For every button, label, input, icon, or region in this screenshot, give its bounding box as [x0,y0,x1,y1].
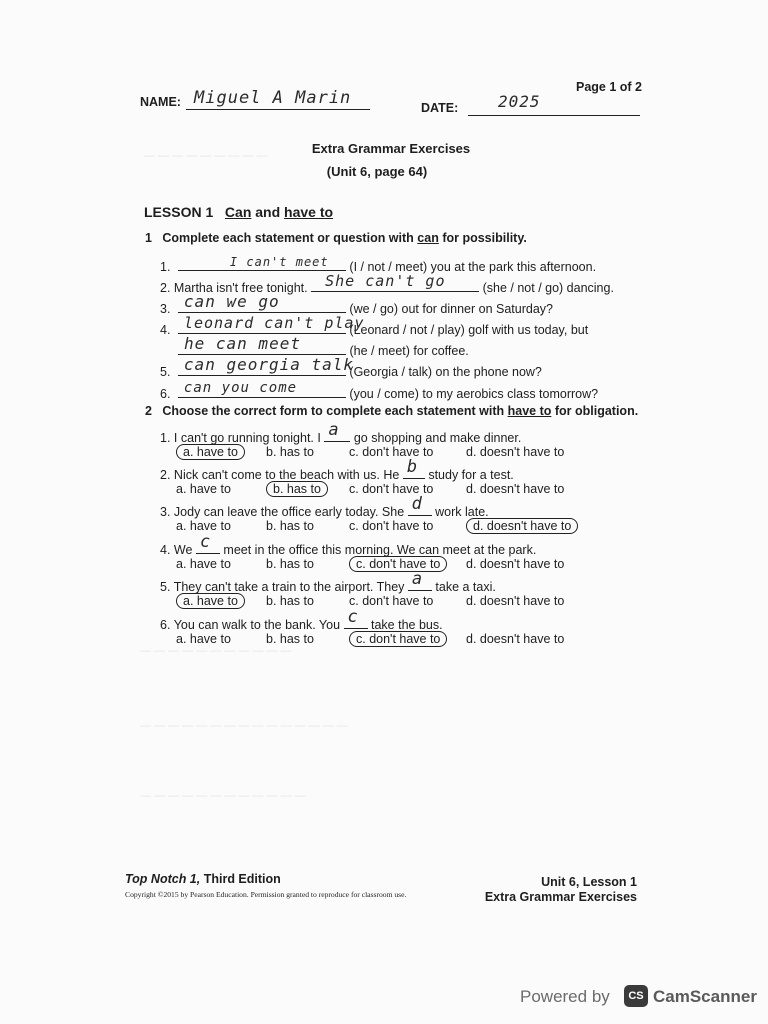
item-text: study for a test. [428,468,514,482]
option-label: d. doesn't have to [466,594,565,608]
option-label: a. have to [176,519,231,533]
option-b [266,557,314,571]
book-edition: Third Edition [203,872,281,886]
ex1-number: 1 [145,231,152,245]
page-number: Page 1 of 2 [576,80,642,94]
option-label: c. don't have to [349,482,434,496]
option-label: d. doesn't have to [466,632,565,646]
option-c [349,594,433,608]
item-number: 6. [160,387,171,401]
item-pre-text: Nick can't come to the beach with us. He [173,468,400,482]
answer-blank [311,272,479,292]
option-label: c. don't have to [349,594,434,608]
item-text: (I / not / meet) you at the park this afternoon. [349,260,597,274]
option-label: a. have to [176,482,231,496]
option-b [266,519,314,533]
item-pre-text: I can't go running tonight. I [173,431,321,445]
handwritten-answer: can you come [183,380,298,396]
answer-blank [403,457,425,479]
bleed-through-text: — — — — — — — — — — — — [140,790,306,802]
circled-option-label: a. have to [176,593,245,609]
page-title: Extra Grammar Exercises [311,141,471,156]
circled-option-label: c. don't have to [349,631,447,647]
handwritten-answer: c [199,532,212,552]
ex2-instruction [145,404,638,418]
handwritten-answer: d [411,494,423,514]
item-pre-text: Martha isn't free tonight. [173,281,308,295]
handwritten-answer: c [347,607,359,627]
item-text: (she / not / go) dancing. [482,281,614,295]
ex2-item-5 [160,569,496,594]
answer-blank [178,314,365,334]
ex1-item-5 [160,355,542,379]
option-label: d. doesn't have to [466,482,565,496]
answer-blank [196,532,220,554]
option-label: c. don't have to [349,519,434,533]
ex1-instruction [145,231,527,245]
camscanner-logo-icon: CS [624,985,648,1007]
item-number: 3. [160,302,171,316]
circled-option-label: b. has to [266,481,328,497]
item-text: go shopping and make dinner. [353,431,522,445]
option-d [466,594,564,608]
unit-label: Unit 6, Lesson 1 [541,875,637,889]
bleed-through-text: — — — — — — — — — [144,150,268,162]
ex2-instr-post: for obligation. [554,404,639,418]
item-number: 3. [160,505,171,519]
option-label: b. has to [266,445,314,459]
lesson-label: LESSON 1 [144,204,214,220]
handwritten-answer: leonard can't play [183,314,365,332]
circled-option-label: a. have to [176,444,245,460]
item-number: 1. [160,431,171,445]
answer-blank [178,334,346,355]
date-value: 2025 [498,92,541,111]
option-label: a. have to [176,557,231,571]
ex2-number: 2 [145,404,152,418]
date-field [468,92,640,116]
option-a [176,557,231,571]
ex2-item-4 [160,532,537,557]
lesson-heading [144,204,333,220]
ex1-instr-key: can [417,231,439,245]
name-value: Miguel A Marin [194,88,352,108]
ex2-item-1 [160,420,522,445]
item-text: (you / come) to my aerobics class tomorrow? [349,387,599,401]
option-a [176,594,245,608]
option-d [466,482,564,496]
item-text: meet in the office this morning. We can meet at the park. [223,543,537,557]
ex2-item-6 [160,607,443,632]
lesson-word-have-to: have to [284,204,334,220]
handwritten-answer: he can meet [184,334,301,353]
option-label: b. has to [266,632,314,646]
option-d [466,557,564,571]
name-field [186,86,370,110]
date-label: DATE: [421,101,459,115]
item-text: take the bus. [371,618,443,632]
item-number: 2. [160,281,171,295]
option-b [266,632,314,646]
circled-option-label: d. doesn't have to [466,518,578,534]
item-text: (Leonard / not / play) golf with us today, but [349,323,589,337]
option-d [466,445,564,459]
answer-blank [408,494,432,516]
answer-blank [344,607,368,629]
item-pre-text: You can walk to the bank. You [173,618,341,632]
ex1-instr-pre: Complete each statement or question with [162,231,414,245]
bleed-through-text: — — — — — — — — — — — [140,645,292,657]
answer-blank [178,292,346,313]
ex1-item-6 [160,380,599,401]
answer-blank [178,380,346,398]
item-number: 5. [160,580,171,594]
item-number: 4. [160,323,171,337]
answer-blank [178,355,355,376]
ex1-instr-post: for possibility. [442,231,527,245]
option-label: d. doesn't have to [466,445,565,459]
item-pre-text: We [173,543,193,557]
page-subtitle: (Unit 6, page 64) [326,164,428,179]
handwritten-answer: a [328,420,340,440]
option-label: b. has to [266,519,314,533]
option-label: b. has to [266,594,314,608]
option-a [176,632,231,646]
camscanner-brand: CamScanner [653,987,757,1006]
option-b [266,482,328,496]
ex2-instr-key: have to [507,404,552,418]
book-name: Top Notch 1, [125,872,201,886]
option-a [176,445,245,459]
handwritten-answer: b [406,457,419,477]
item-number: 5. [160,365,171,379]
item-number: 1. [160,260,171,274]
section-label: Extra Grammar Exercises [484,890,637,904]
handwritten-answer: She can't go [325,272,446,290]
ex2-item-2 [160,457,514,482]
option-label: b. has to [266,557,314,571]
option-label: c. don't have to [349,445,434,459]
item-text: (we / go) out for dinner on Saturday? [349,302,553,316]
option-b [266,445,314,459]
handwritten-answer: I can't meet [229,255,329,269]
item-pre-text: Jody can leave the office early today. She [173,505,405,519]
item-text: take a taxi. [435,580,496,594]
item-text: (he / meet) for coffee. [349,344,469,358]
handwritten-answer: can we go [183,292,280,311]
copyright-text: Copyright ©2015 by Pearson Education. Permission granted to reproduce for classroom use. [125,890,407,899]
answer-blank [178,256,346,271]
item-pre-text: They can't take a train to the airport. They [173,580,405,594]
circled-option-label: c. don't have to [349,556,447,572]
option-b [266,594,314,608]
item-number: 4. [160,543,171,557]
option-d [466,519,578,533]
ex2-item-3 [160,494,489,519]
option-label: a. have to [176,632,231,646]
option-c [349,445,433,459]
bleed-through-text: — — — — — — — — — — — — — — — [140,720,348,732]
ex2-instr-pre: Choose the correct form to complete each statement with [162,404,505,418]
option-c [349,632,447,646]
handwritten-answer: can georgia talk [183,355,355,374]
item-text: work late. [435,505,489,519]
option-a [176,482,231,496]
item-text: (Georgia / talk) on the phone now? [349,365,542,379]
name-label: NAME: [140,95,181,109]
item-number: 2. [160,468,171,482]
option-c [349,557,447,571]
answer-blank [324,420,350,442]
item-number: 6. [160,618,171,632]
powered-by-text: Powered by [520,987,610,1006]
option-c [349,519,433,533]
option-label: d. doesn't have to [466,557,565,571]
option-a [176,519,231,533]
handwritten-answer: a [411,569,424,589]
lesson-and: and [255,204,281,220]
option-d [466,632,564,646]
lesson-word-can: Can [224,204,252,220]
answer-blank [408,569,432,591]
